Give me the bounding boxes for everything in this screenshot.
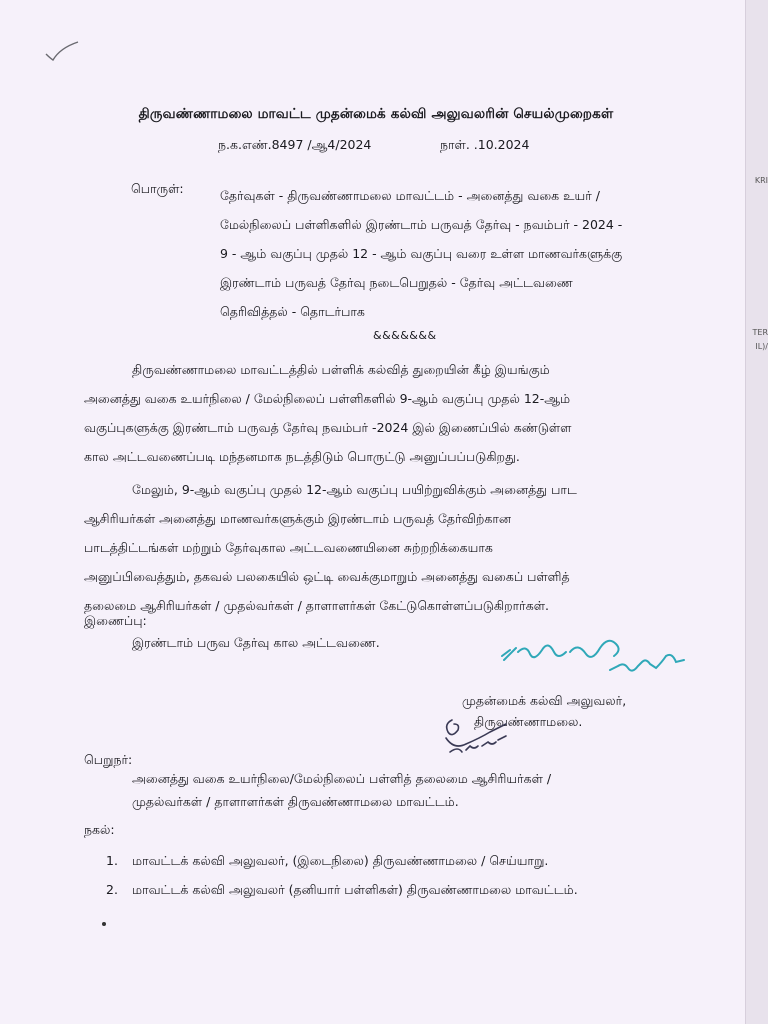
subject-label: பொருள்: <box>131 181 184 196</box>
copy-item-number: 1. <box>106 853 118 868</box>
document-title: திருவண்ணாமலை மாவட்ட முதன்மைக் கல்வி அலுவலரின் செயல்முறைகள் <box>138 106 614 122</box>
copy-item <box>106 846 578 875</box>
recipient-label: பெறுநர்: <box>84 752 133 767</box>
subject-line: 9 - ஆம் வகுப்பு முதல் 12 - ஆம் வகுப்பு வரை உள்ள மாணவர்களுக்கு <box>220 246 623 261</box>
check-mark-annotation <box>44 40 80 62</box>
underlying-page-edge <box>745 0 768 1024</box>
enclosure-label: இணைப்பு: <box>84 613 147 628</box>
stray-ink-dot <box>102 922 106 926</box>
paragraph-line: அனுப்பிவைத்தும், தகவல் பலகையில் ஒட்டி வைக்குமாறும் அனைத்து வகைப் பள்ளித் <box>84 569 570 584</box>
paragraph-line: வகுப்புகளுக்கு இரண்டாம் பருவத் தேர்வு நவம்பர் -2024 இல் இணைப்பில் கண்டுள்ள <box>84 420 572 435</box>
edge-fragment: TER <box>752 328 768 337</box>
subject-line: தெரிவித்தல் - தொடர்பாக <box>220 304 365 319</box>
handwritten-initials <box>440 716 512 760</box>
paragraph-line: திருவண்ணாமலை மாவட்டத்தில் பள்ளிக் கல்வித் துறையின் கீழ் இயங்கும் <box>132 362 550 377</box>
signatory-title: முதன்மைக் கல்வி அலுவலர், <box>462 693 627 708</box>
copy-item-number: 2. <box>106 882 118 897</box>
copy-label: நகல்: <box>84 822 115 837</box>
paragraph-line: அனைத்து வகை உயர்நிலை / மேல்நிலைப் பள்ளிகளில் 9-ஆம் வகுப்பு முதல் 12-ஆம் <box>84 391 571 406</box>
paragraph-line: ஆசிரியர்கள் அனைத்து மாணவர்களுக்கும் இரண்டாம் பருவத் தேர்விற்கான <box>84 511 511 526</box>
reference-number: ந.க.எண்.8497 /ஆ4/2024 <box>218 137 372 152</box>
subject-line: தேர்வுகள் - திருவண்ணாமலை மாவட்டம் - அனைத்து வகை உயர் / <box>220 188 600 203</box>
document-date: நாள். .10.2024 <box>440 137 530 152</box>
enclosure-item: இரண்டாம் பருவ தேர்வு கால அட்டவணை. <box>132 635 380 650</box>
recipient-line: முதல்வர்கள் / தாளாளர்கள் திருவண்ணாமலை மாவட்டம். <box>132 794 459 809</box>
paragraph-line: கால அட்டவணைப்படி மந்தனமாக நடத்திடும் பொருட்டு அனுப்பப்படுகிறது. <box>84 449 520 464</box>
subject-block <box>220 181 652 326</box>
signatory-place: திருவண்ணாமலை. <box>474 714 583 729</box>
edge-fragment: KRI <box>754 176 768 185</box>
section-divider: &&&&&&& <box>373 329 437 342</box>
handwritten-signature <box>496 622 696 678</box>
subject-line: மேல்நிலைப் பள்ளிகளில் இரண்டாம் பருவத் தேர்வு - நவம்பர் - 2024 - <box>220 217 623 232</box>
subject-line: இரண்டாம் பருவத் தேர்வு நடைபெறுதல் - தேர்வு அட்டவணை <box>220 275 573 290</box>
paragraph-line: மேலும், 9-ஆம் வகுப்பு முதல் 12-ஆம் வகுப்பு பயிற்றுவிக்கும் அனைத்து பாட <box>132 482 577 497</box>
paragraph-line: பாடத்திட்டங்கள் மற்றும் தேர்வுகால அட்டவணையினை சுற்றறிக்கையாக <box>84 540 493 555</box>
body-paragraph-2 <box>84 475 652 620</box>
paragraph-line: தலைமை ஆசிரியர்கள் / முதல்வர்கள் / தாளாளர்கள் கேட்டுகொள்ளப்படுகிறார்கள். <box>84 598 549 613</box>
copy-list <box>106 846 578 904</box>
copy-item-text: மாவட்டக் கல்வி அலுவலர், (இடைநிலை) திருவண்ணாமலை / செய்யாறு. <box>131 853 549 868</box>
copy-item <box>106 875 578 904</box>
recipient-line: அனைத்து வகை உயர்நிலை/மேல்நிலைப் பள்ளித் தலைமை ஆசிரியர்கள் / <box>132 771 552 786</box>
recipient-block <box>132 767 652 813</box>
edge-fragment: IL)/ <box>755 342 768 351</box>
copy-item-text: மாவட்டக் கல்வி அலுவலர் (தனியார் பள்ளிகள்) திருவண்ணாமலை மாவட்டம். <box>131 882 578 897</box>
body-paragraph-1 <box>84 355 652 471</box>
